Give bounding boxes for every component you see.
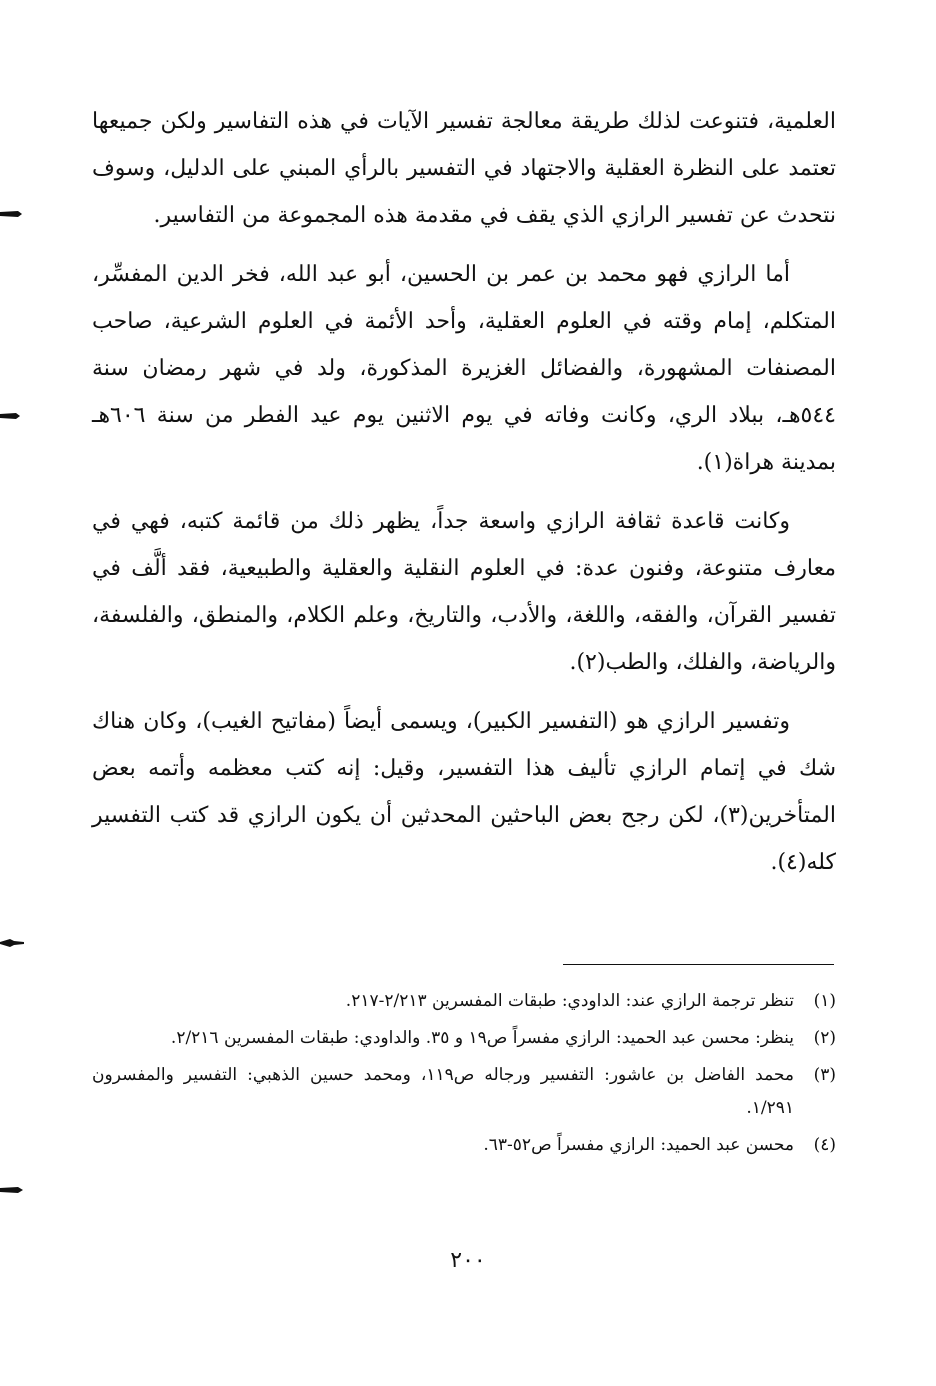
footnote-text: ينظر: محسن عبد الحميد: الرازي مفسراً ص١٩ و ٣٥. والداودي: طبقات المفسرين ٢/٢١٦. (170, 1028, 794, 1048)
paragraph-4 (92, 698, 836, 886)
paragraph-3-text: وكانت قاعدة ثقافة الرازي واسعة جداً، يظهر ذلك من قائمة كتبه، فهي في معارف متنوعة، وفنون عدة: في العلوم النقلية والعقلية والطبيعية، فقد ألَّف في تفسير القرآن، والفقه، واللغة، والأدب، والتاريخ، وعلم الكلام، والمنطق، والفلسفة، والرياضة، والفلك، والطب(٢). (92, 509, 836, 675)
binding-mark-1 (0, 207, 24, 221)
binding-mark-4 (0, 1183, 24, 1197)
footnote-number: (٢) (813, 1028, 836, 1048)
footnote-number: (١) (813, 991, 836, 1011)
footnote-text: محسن عبد الحميد: الرازي مفسراً ص٥٢-٦٣. (483, 1135, 794, 1155)
footnote-number: (٤) (813, 1135, 836, 1155)
paragraph-3 (92, 498, 836, 686)
main-text (92, 98, 836, 886)
binding-mark-2 (0, 409, 24, 423)
paragraph-2-text: أما الرازي فهو محمد بن عمر بن الحسين، أبو عبد الله، فخر الدين المفسِّر، المتكلم، إمام وقته في العلوم العقلية، وأحد الأئمة في العلوم الشرعية، صاحب المصنفات المشهورة، والفضائل الغزيرة المذكورة، ولد في شهر رمضان سنة ٥٤٤هـ، ببلاد الري، وكانت وفاته في يوم الاثنين يوم عيد الفطر من سنة ٦٠٦هـ بمدينة هراة(١). (92, 262, 836, 475)
footnote-4 (92, 1129, 836, 1162)
footnote-1 (92, 985, 836, 1018)
paragraph-2 (92, 251, 836, 486)
footnote-2 (92, 1022, 836, 1055)
footnote-number: (٣) (813, 1065, 836, 1085)
paragraph-1: العلمية، فتنوعت لذلك طريقة معالجة تفسير الآيات في هذه التفاسير ولكن جميعها تعتمد على النظرة العقلية والاجتهاد في التفسير بالرأي المبني على الدليل، وسوف نتحدث عن تفسير الرازي الذي يقف في مقدمة هذه المجموعة من التفاسير. (92, 109, 836, 228)
footnote-text: تنظر ترجمة الرازي عند: الداودي: طبقات المفسرين ٢/٢١٣-٢١٧. (345, 991, 794, 1011)
page-number: ٢٠٠ (450, 1248, 486, 1273)
paragraph-4-text: وتفسير الرازي هو (التفسير الكبير)، ويسمى أيضاً (مفاتيح الغيب)، وكان هناك شك في إتمام الرازي تأليف هذا التفسير، وقيل: إنه كتب معظمه وأتمه بعض المتأخرين(٣)، لكن رجح بعض الباحثين المحدثين أن يكون الرازي قد كتب التفسير كله(٤). (92, 709, 836, 875)
footnote-3 (92, 1059, 836, 1125)
footnotes (92, 985, 836, 1166)
footnote-separator (563, 964, 834, 965)
binding-mark-3 (0, 936, 24, 950)
footnote-text: محمد الفاضل بن عاشور: التفسير ورجاله ص١١٩، ومحمد حسين الذهبي: التفسير والمفسرون ١/٢٩١. (92, 1065, 794, 1118)
